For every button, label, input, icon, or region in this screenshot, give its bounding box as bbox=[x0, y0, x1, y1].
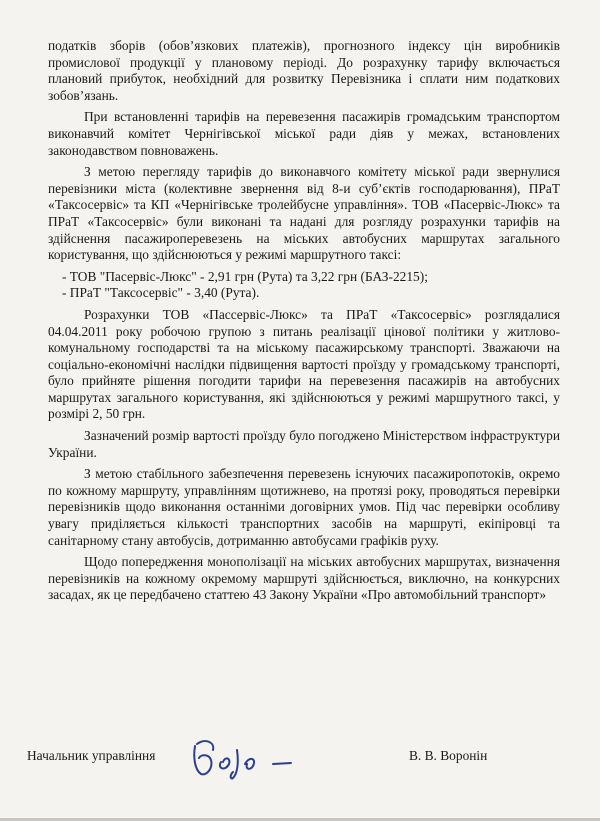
signatory-name: В. В. Воронін bbox=[409, 748, 488, 763]
signatory-title: Начальник управління bbox=[27, 748, 156, 763]
paragraph-carrier-requests: З метою перегляду тарифів до виконавчого комітету міської ради звернулися перевізники міста (колективне звернення від 8-и суб’єктів господарювання), ПРаТ «Таксосервіс» та КП «Чернігівське тролейбусне управління». ТОВ «Пасервіс-Люкс» та ПРаТ «Таксосервіс» були виконані та надані для розгляду розрахунки тарифів на здійснення пасажироперевезень на міських автобусних маршрутах загального користування, що здійснюються у режимі маршрутного таксі: bbox=[48, 164, 560, 263]
paragraph-ministry-approval: Зазначений розмір вартості проїзду було погоджено Міністерством інфраструктури України. bbox=[48, 428, 560, 460]
handwritten-signature bbox=[187, 734, 307, 780]
paragraph-inspections: З метою стабільного забезпечення перевезень існуючих пасажиропотоків, окремо по кожному маршруту, управлінням щотижнево, на протязі року, проводяться перевірки перевізників щодо виконання останніми договірних умов. Під час перевірки особливу увагу приділяється кількості транспортних засобів на маршруті, екіпіровці та санітарному стану автобусів, дотриманню автобусами графіків руху. bbox=[48, 466, 560, 548]
tariff-list-item: - ПРаТ "Таксосервіс" - 3,40 (Рута). bbox=[62, 285, 260, 301]
paragraph-competition: Щодо попередження монополізації на міських автобусних маршрутах, визначення перевізників на кожному окремому маршруті здійснюється, виключно, на конкурсних засадах, як це передбачено статтею 43 Закону України «Про автомобільний транспорт» bbox=[48, 554, 560, 603]
paragraph-tariff-calculation: податків зборів (обов’язкових платежів), прогнозного індексу цін виробників промислової продукції у плановому періоді. До розрахунку тарифу включається плановий прибуток, необхідний для розвитку Перевізника і сплати ним податкових зобов’язань. bbox=[48, 38, 560, 103]
letter-body bbox=[48, 38, 560, 609]
tariff-list bbox=[48, 269, 560, 302]
tariff-list-item: - ТОВ "Пасервіс-Люкс" - 2,91 грн (Рута) та 3,22 грн (БАЗ-2215); bbox=[62, 268, 428, 284]
signature-block bbox=[0, 738, 600, 788]
paragraph-powers: При встановленні тарифів на перевезення пасажирів громадським транспортом виконавчий комітет Чернігівської міської ради діяв у межах, встановлених законодавством повноважень. bbox=[48, 109, 560, 158]
paragraph-working-group: Розрахунки ТОВ «Пассервіс-Люкс» та ПРаТ «Таксосервіс» розглядалися 04.04.2011 року робочою групою з питань реалізації цінової політики у житлово-комунальному господарстві та на міському пасажирському транспорті. Зважаючи на соціально-економічні наслідки підвищення вартості проїзду у громадському транспорті, було прийняте рішення погодити тарифи на перевезення пасажирів на автобусних маршрутах загального користування, які здійснюються у режимі маршрутного таксі, у розмірі 2, 50 грн. bbox=[48, 306, 560, 422]
